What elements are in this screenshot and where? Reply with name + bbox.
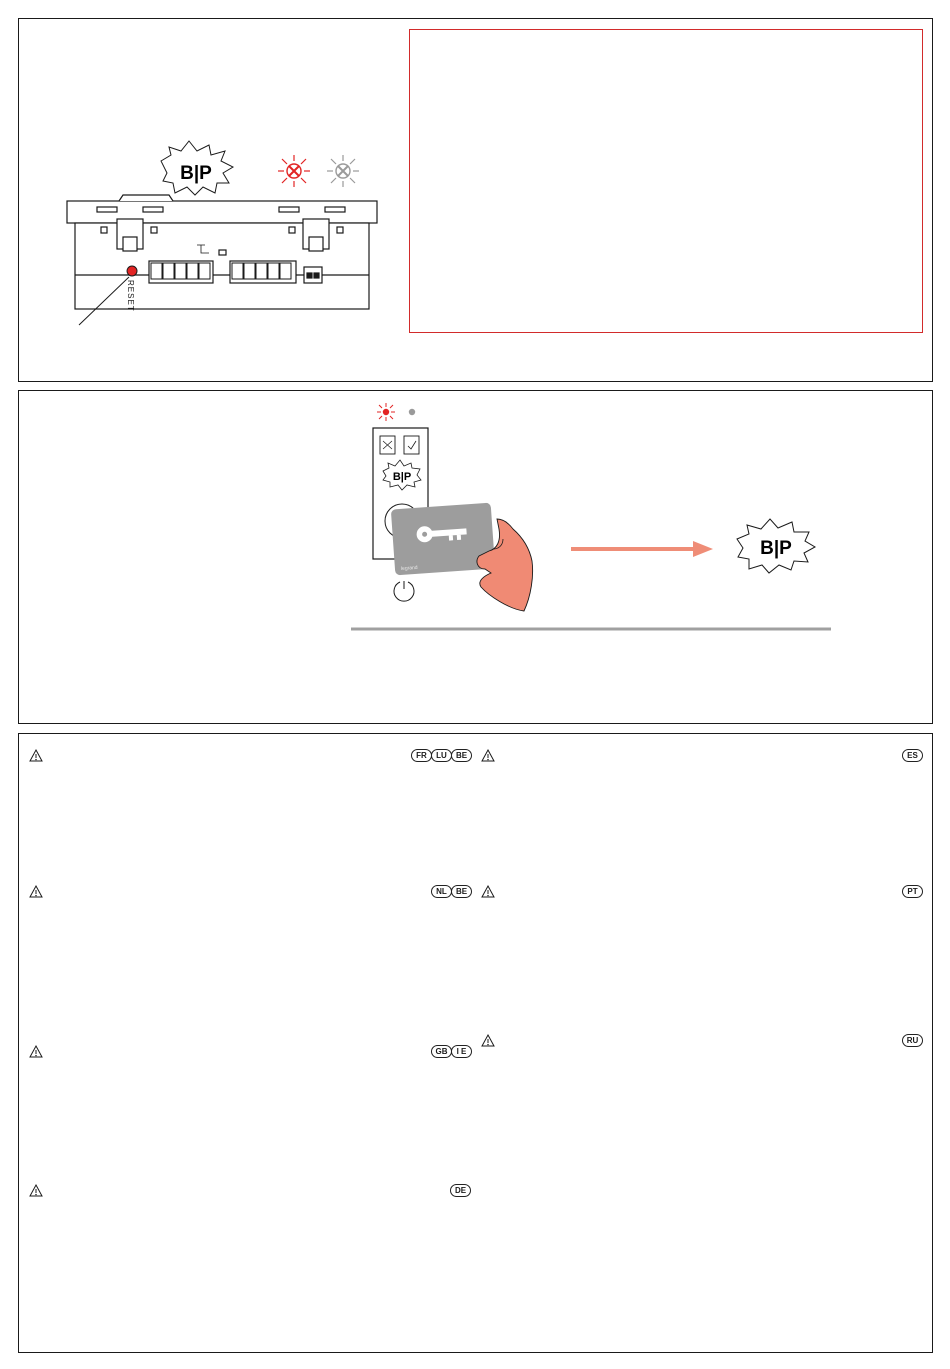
bip-burst: [161, 141, 233, 195]
info-frame: [409, 29, 923, 333]
warning-icon: [481, 885, 495, 898]
language-badges-ru: [903, 1034, 923, 1047]
warning-icon: [481, 1034, 495, 1047]
reset-button[interactable]: [127, 266, 137, 276]
language-badges-gb: [432, 1045, 472, 1058]
badge-be: BE: [451, 749, 472, 762]
badge-fr: FR: [411, 749, 432, 762]
bip-burst-large: [737, 519, 815, 573]
installation-panel: [18, 18, 933, 382]
language-badges-nl: [432, 885, 472, 898]
card-brand: legrand: [400, 564, 418, 572]
badge-es: ES: [902, 749, 923, 762]
badge-ie: I E: [451, 1045, 472, 1058]
svg-text:B|P: B|P: [760, 538, 792, 559]
badge-lu: LU: [431, 749, 452, 762]
badge-reader-illustration: [19, 391, 934, 725]
warning-icon: [29, 1184, 43, 1197]
warning-icon: [481, 749, 495, 762]
language-badges-es: [903, 749, 923, 762]
red-led-small-icon: [377, 403, 395, 421]
language-badges-fr: [412, 749, 472, 762]
bip-text: B|P: [180, 163, 212, 184]
badge-ru: RU: [902, 1034, 923, 1047]
badge-nl: NL: [431, 885, 452, 898]
badge-pt: PT: [902, 885, 923, 898]
warning-icon: [29, 749, 43, 762]
svg-text:B|P: B|P: [392, 471, 412, 483]
device-reset-illustration: [19, 19, 409, 383]
warning-icon: [29, 1045, 43, 1058]
red-led-icon: [278, 155, 310, 187]
badge-de: DE: [450, 1184, 471, 1197]
grey-led-icon: [327, 155, 359, 187]
arrow-right-icon: [571, 541, 713, 557]
reset-label: RESET: [126, 280, 135, 312]
badge-gb: GB: [431, 1045, 452, 1058]
warnings-panel: [18, 733, 933, 1353]
badge-learning-panel: [18, 390, 933, 724]
clock-icon: [394, 581, 414, 601]
warning-icon: [29, 885, 43, 898]
language-badges-de: [451, 1184, 471, 1197]
grey-led-small-icon: [409, 409, 415, 415]
badge-be: BE: [451, 885, 472, 898]
language-badges-pt: [903, 885, 923, 898]
